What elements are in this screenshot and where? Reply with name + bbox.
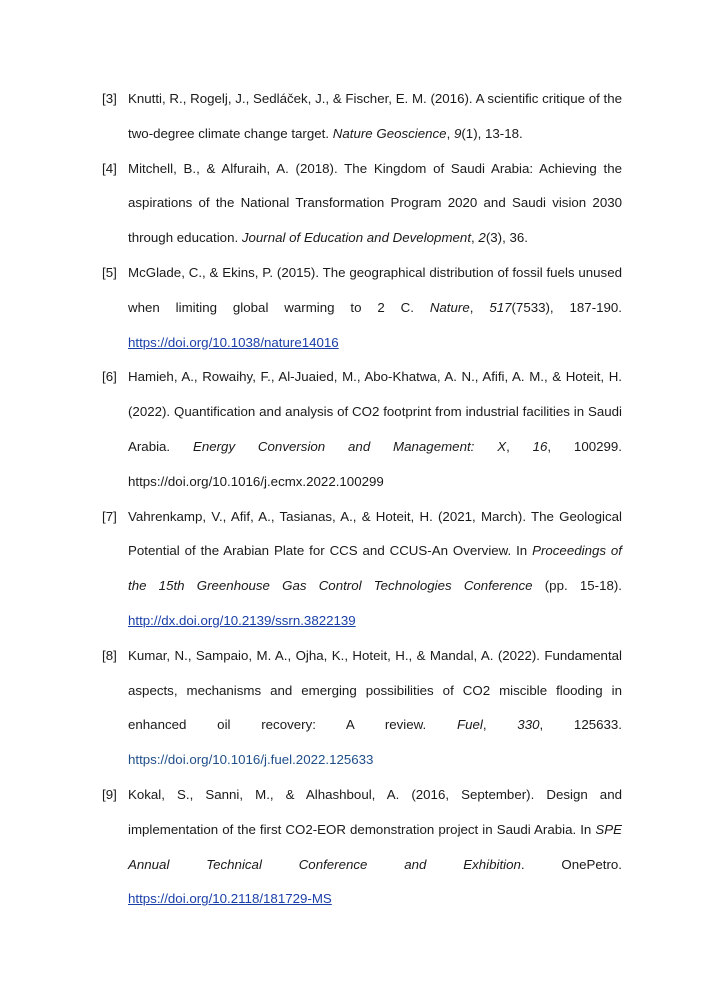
reference-item (102, 82, 622, 152)
reference-item (102, 256, 622, 360)
reference-text (128, 639, 622, 778)
reference-text (128, 500, 622, 639)
doi-link[interactable]: https://doi.org/10.2118/181729-MS (128, 891, 332, 907)
reference-number: [3] (102, 91, 117, 106)
reference-separator: , (446, 125, 454, 141)
reference-number: [9] (102, 786, 117, 802)
reference-separator: , (482, 717, 518, 733)
reference-journal: Nature (429, 299, 470, 315)
doi-link[interactable]: http://dx.doi.org/10.2139/ssrn.3822139 (128, 612, 356, 628)
doi-text: https://doi.org/10.1016/j.fuel.2022.125633 (128, 752, 374, 768)
reference-volume: 330 (517, 717, 540, 733)
reference-pages: , 125633. (539, 717, 622, 733)
reference-authors-title: Kokal, S., Sanni, M., & Alhashboul, A. (2016, September). Design and implementation of the first CO2-EOR demonstration project in Saudi Arabia. In (128, 786, 622, 837)
reference-text (128, 360, 622, 499)
reference-item (102, 639, 622, 778)
reference-number: [6] (102, 369, 117, 385)
reference-volume: 16 (532, 438, 548, 454)
reference-journal: Fuel (456, 717, 483, 733)
reference-item (102, 360, 622, 499)
reference-volume: 517 (489, 299, 512, 315)
reference-text (128, 256, 622, 360)
reference-authors-title: Knutti, R., Rogelj, J., Sedláček, J., & Fischer, E. M. (2016). A scientific critique of the two-degree climate change target. (128, 91, 622, 141)
reference-number: [8] (102, 647, 117, 663)
reference-separator: (pp. 15-18). (532, 578, 622, 594)
reference-authors-title: McGlade, C., & Ekins, P. (2015). The geographical distribution of fossil fuels unused when limiting global warming to 2 C. (128, 264, 622, 315)
reference-journal: Journal of Education and Development (241, 230, 472, 246)
reference-separator: . OnePetro. (520, 856, 622, 872)
reference-item (102, 152, 622, 256)
reference-item (102, 778, 622, 917)
reference-journal: Proceedings of the 15th Greenhouse Gas Control Technologies Conference (128, 543, 622, 594)
reference-journal: Energy Conversion and Management: X (192, 438, 507, 454)
reference-separator: , (471, 230, 479, 246)
reference-number: [4] (102, 160, 117, 176)
reference-pages: (3), 36. (485, 230, 528, 246)
reference-text (128, 82, 622, 152)
reference-volume: 9 (453, 125, 462, 141)
reference-text (128, 778, 622, 917)
reference-pages: (1), 13-18. (461, 125, 523, 141)
reference-volume: 2 (478, 230, 486, 246)
reference-number: [7] (102, 508, 117, 524)
reference-pages: (7533), 187-190. (511, 299, 622, 315)
reference-item (102, 500, 622, 639)
doi-link[interactable]: https://doi.org/10.1038/nature14016 (128, 334, 339, 350)
reference-pages: , 100299. (547, 438, 622, 454)
reference-authors-title: Hamieh, A., Rowaihy, F., Al-Juaied, M., Abo-Khatwa, A. N., Afifi, A. M., & Hoteit, H. (2022). Quantification and analysis of CO2 footprint from industrial facilities in Saudi Arabia. (128, 369, 622, 454)
reference-journal: Nature Geoscience (332, 125, 447, 141)
reference-authors-title: Mitchell, B., & Alfuraih, A. (2018). The Kingdom of Saudi Arabia: Achieving the aspirations of the National Transformation Program 2020 and Saudi vision 2030 through education. (128, 160, 622, 246)
reference-list (102, 82, 622, 917)
reference-separator: , (506, 438, 533, 454)
reference-number: [5] (102, 264, 117, 280)
reference-authors-title: Kumar, N., Sampaio, M. A., Ojha, K., Hoteit, H., & Mandal, A. (2022). Fundamental aspects, mechanisms and emerging possibilities of CO2 miscible flooding in enhanced oil recovery: A review. (128, 647, 622, 733)
reference-separator: , (469, 299, 490, 315)
reference-authors-title: Vahrenkamp, V., Afif, A., Tasianas, A., & Hoteit, H. (2021, March). The Geological Potential of the Arabian Plate for CCS and CCUS-An Overview. In (128, 508, 622, 559)
reference-journal: SPE Annual Technical Conference and Exhibition (128, 821, 622, 872)
reference-text (128, 152, 622, 256)
doi-text: https://doi.org/10.1016/j.ecmx.2022.100299 (128, 473, 384, 489)
